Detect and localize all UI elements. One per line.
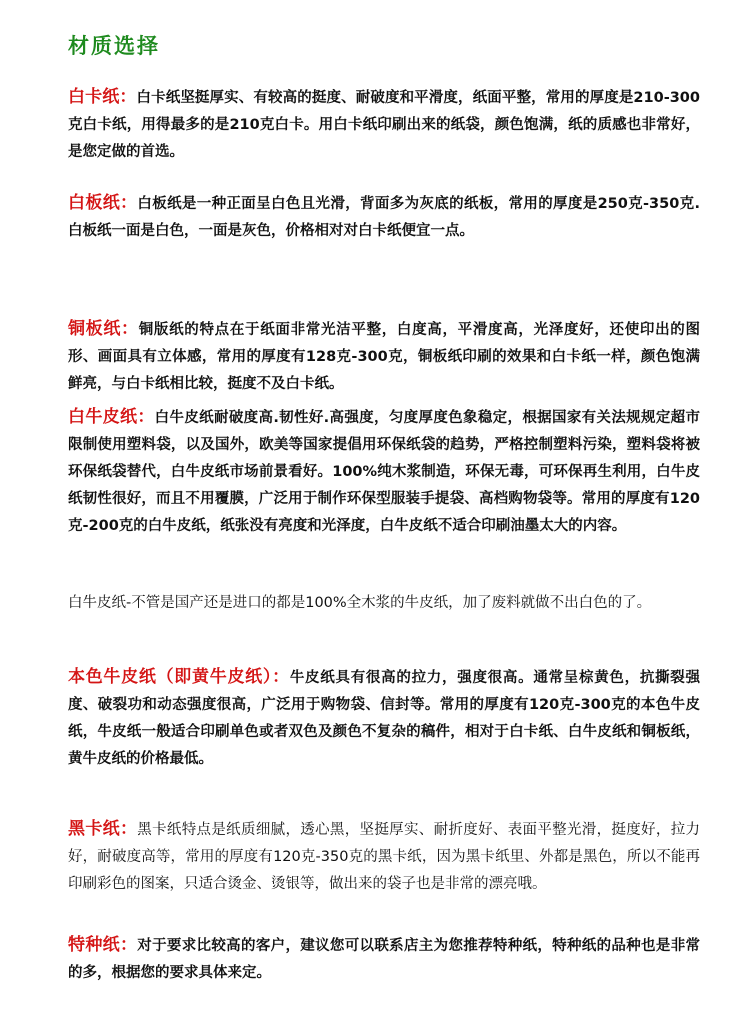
page-title: 材质选择 [68, 34, 160, 58]
section-text: 白板纸是一种正面呈白色且光滑，背面多为灰底的纸板，常用的厚度是250克-350克.白板纸一面是白色，一面是灰色，价格相对对白卡纸便宜一点。 [68, 196, 701, 239]
section-white-kraft-note [68, 590, 700, 617]
section-text: 黑卡纸特点是纸质细腻，透心黑，坚挺厚实、耐折度好、表面平整光滑，挺度好，拉力好，耐破度高等，常用的厚度有120克-350克的黑卡纸，因为黑卡纸里、外都是黑色，所以不能再印刷彩色的图案，只适合烫金、烫银等，做出来的袋子也是非常的漂亮哦。 [68, 822, 701, 892]
section-text: 白牛皮纸耐破度高.韧性好.高强度，匀度厚度色象稳定，根据国家有关法规规定超市限制使用塑料袋，以及国外，欧美等国家提倡用环保纸袋的趋势，严格控制塑料污染，塑料袋将被环保纸袋替代，白牛皮纸市场前景看好。100%纯木浆制造，环保无毒，可环保再生利用，白牛皮纸韧性很好，而且不用覆膜，广泛用于制作环保型服装手提袋、高档购物袋等。常用的厚度有120克-200克的白牛皮纸，纸张没有亮度和光泽度，白牛皮纸不适合印刷油墨太大的内容。 [68, 410, 701, 534]
section-text: 白卡纸坚挺厚实、有较高的挺度、耐破度和平滑度，纸面平整，常用的厚度是210-300克白卡纸，用得最多的是210克白卡。用白卡纸印刷出来的纸袋，颜色饱满，纸的质感也非常好，是您定做的首选。 [68, 90, 700, 160]
term-label: 白卡纸： [68, 87, 137, 107]
section-text: 铜版纸的特点在于纸面非常光洁平整，白度高，平滑度高，光泽度好，还使印出的图形、画面具有立体感，常用的厚度有128克-300克，铜板纸印刷的效果和白卡纸一样，颜色饱满鲜亮，与白卡纸相比较，挺度不及白卡纸。 [68, 322, 700, 392]
section-white-kraft [68, 404, 700, 540]
term-label: 黑卡纸： [68, 819, 138, 839]
term-label: 白板纸： [68, 193, 138, 213]
term-label: 本色牛皮纸（即黄牛皮纸）： [68, 667, 290, 687]
section-coated-paper [68, 316, 700, 398]
section-text: 牛皮纸具有很高的拉力，强度很高。通常呈棕黄色，抗撕裂强度、破裂功和动态强度很高，广泛用于购物袋、信封等。常用的厚度有120克-300克的本色牛皮纸，牛皮纸一般适合印刷单色或者双色及颜色不复杂的稿件，相对于白卡纸、白牛皮纸和铜板纸，黄牛皮纸的价格最低。 [68, 670, 701, 767]
section-white-board [68, 190, 700, 245]
term-label: 特种纸： [68, 935, 138, 955]
section-natural-kraft [68, 664, 700, 773]
term-label: 白牛皮纸： [68, 407, 155, 427]
section-specialty-paper [68, 932, 700, 987]
section-text: 白牛皮纸-不管是国产还是进口的都是100%全木浆的牛皮纸，加了废料就做不出白色的了。 [68, 595, 652, 611]
section-black-cardboard [68, 816, 700, 898]
section-white-cardboard [68, 84, 700, 166]
term-label: 铜板纸： [68, 319, 139, 339]
section-text: 对于要求比较高的客户，建议您可以联系店主为您推荐特种纸，特种纸的品种也是非常的多，根据您的要求具体来定。 [68, 938, 701, 981]
